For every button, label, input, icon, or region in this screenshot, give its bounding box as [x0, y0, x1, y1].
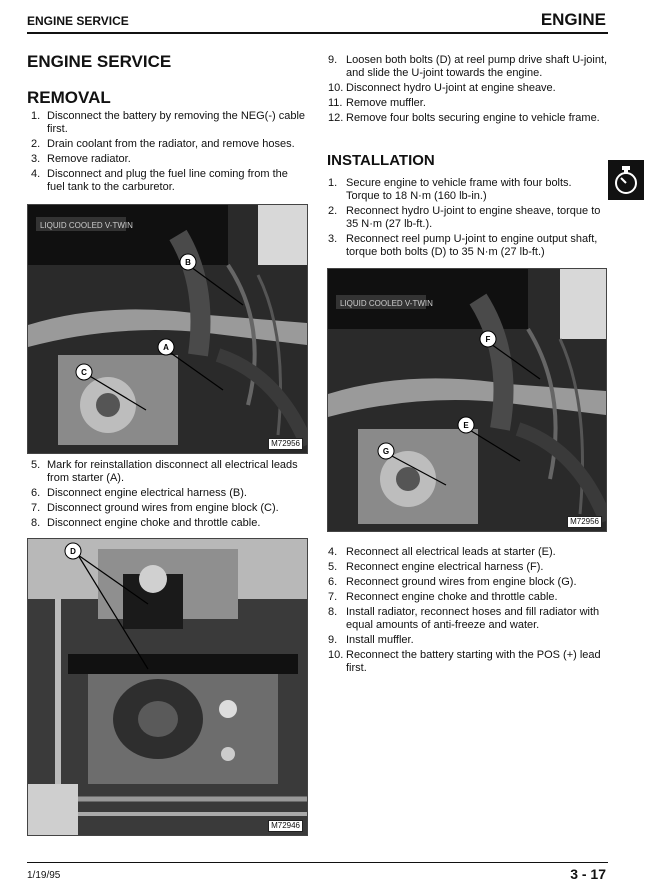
list-item: 6. Reconnect ground wires from engine block (G).	[328, 576, 577, 588]
list-item: 4. Reconnect all electrical leads at starter (E).	[328, 546, 556, 558]
figure-label: M72956	[268, 438, 303, 450]
page-title: ENGINE SERVICE	[27, 52, 172, 71]
svg-text:D: D	[70, 547, 76, 556]
engine-photo-pump-ujoint	[27, 538, 308, 836]
svg-text:A: A	[163, 343, 169, 352]
list-item: 1. Disconnect the battery by removing the NEG(-) cable first.	[31, 110, 306, 135]
svg-text:E: E	[463, 421, 469, 430]
figure-label: M72946	[268, 820, 303, 832]
footer-rule	[27, 862, 608, 863]
engine-section-tab	[608, 160, 644, 200]
installation-steps-list-b	[328, 546, 608, 677]
list-item: 10. Disconnect hydro U-joint at engine sheave.	[328, 82, 556, 94]
list-item: 12. Remove four bolts securing engine to vehicle frame.	[328, 112, 600, 124]
list-item: 5. Mark for reinstallation disconnect all electrical leads from starter (A).	[31, 459, 298, 484]
svg-text:F: F	[485, 335, 491, 344]
page-header-left: ENGINE SERVICE	[27, 14, 129, 28]
list-item: 6. Disconnect engine electrical harness (B).	[31, 487, 247, 499]
svg-text:C: C	[81, 368, 87, 377]
removal-steps-list-b	[31, 459, 306, 532]
svg-text:B: B	[185, 258, 191, 267]
list-item: 9. Install muffler.	[328, 634, 414, 646]
list-item: 3. Remove radiator.	[31, 153, 131, 165]
header-rule	[27, 32, 608, 34]
callout-c	[76, 364, 92, 380]
engine-section-icon	[613, 165, 639, 195]
callout-a	[158, 339, 174, 355]
list-item: 10. Reconnect the battery starting with the POS (+) lead first.	[328, 649, 601, 674]
callout-d	[65, 543, 81, 559]
removal-heading: REMOVAL	[27, 88, 111, 107]
page-number: 3 - 17	[570, 866, 606, 882]
list-item: 2. Reconnect hydro U-joint to engine sheave, torque to 35 N·m (27 lb-ft.).	[328, 205, 601, 230]
engine-stamp-text: LIQUID COOLED V-TWIN	[40, 221, 133, 230]
list-item: 3. Reconnect reel pump U-joint to engine output shaft, torque both bolts (D) to 35 N·m (27 lb-ft.)	[328, 233, 598, 258]
list-item: 7. Reconnect engine choke and throttle cable.	[328, 591, 558, 603]
callout-b	[180, 254, 196, 270]
engine-photo-reinstall	[327, 268, 607, 532]
callout-f	[480, 331, 496, 347]
list-item: 1. Secure engine to vehicle frame with four bolts. Torque to 18 N·m (160 lb-in.)	[328, 177, 572, 202]
list-item: 4. Disconnect and plug the fuel line coming from the fuel tank to the carburetor.	[31, 168, 288, 193]
engine-stamp-text: LIQUID COOLED V-TWIN	[340, 299, 433, 308]
installation-steps-list-a	[328, 177, 608, 261]
list-item: 8. Disconnect engine choke and throttle cable.	[31, 517, 261, 529]
removal-steps-list-c	[328, 54, 608, 127]
figure-label: M72956	[567, 516, 602, 528]
page-header-right: ENGINE	[540, 10, 606, 29]
callout-g	[378, 443, 394, 459]
svg-text:G: G	[382, 447, 390, 456]
installation-heading: INSTALLATION	[327, 152, 435, 169]
callout-e	[458, 417, 474, 433]
list-item: 8. Install radiator, reconnect hoses and fill radiator with equal amounts of anti-freeze and water.	[328, 606, 600, 631]
list-item: 2. Drain coolant from the radiator, and remove hoses.	[31, 138, 295, 150]
engine-photo-starter	[27, 204, 308, 454]
list-item: 5. Reconnect engine electrical harness (F).	[328, 561, 544, 573]
list-item: 9. Loosen both bolts (D) at reel pump drive shaft U-joint, and slide the U-joint towards the engine.	[328, 54, 608, 79]
removal-steps-list-a	[31, 110, 306, 196]
list-item: 7. Disconnect ground wires from engine block (C).	[31, 502, 279, 514]
list-item: 11. Remove muffler.	[328, 97, 426, 109]
footer-date: 1/19/95	[27, 870, 61, 881]
